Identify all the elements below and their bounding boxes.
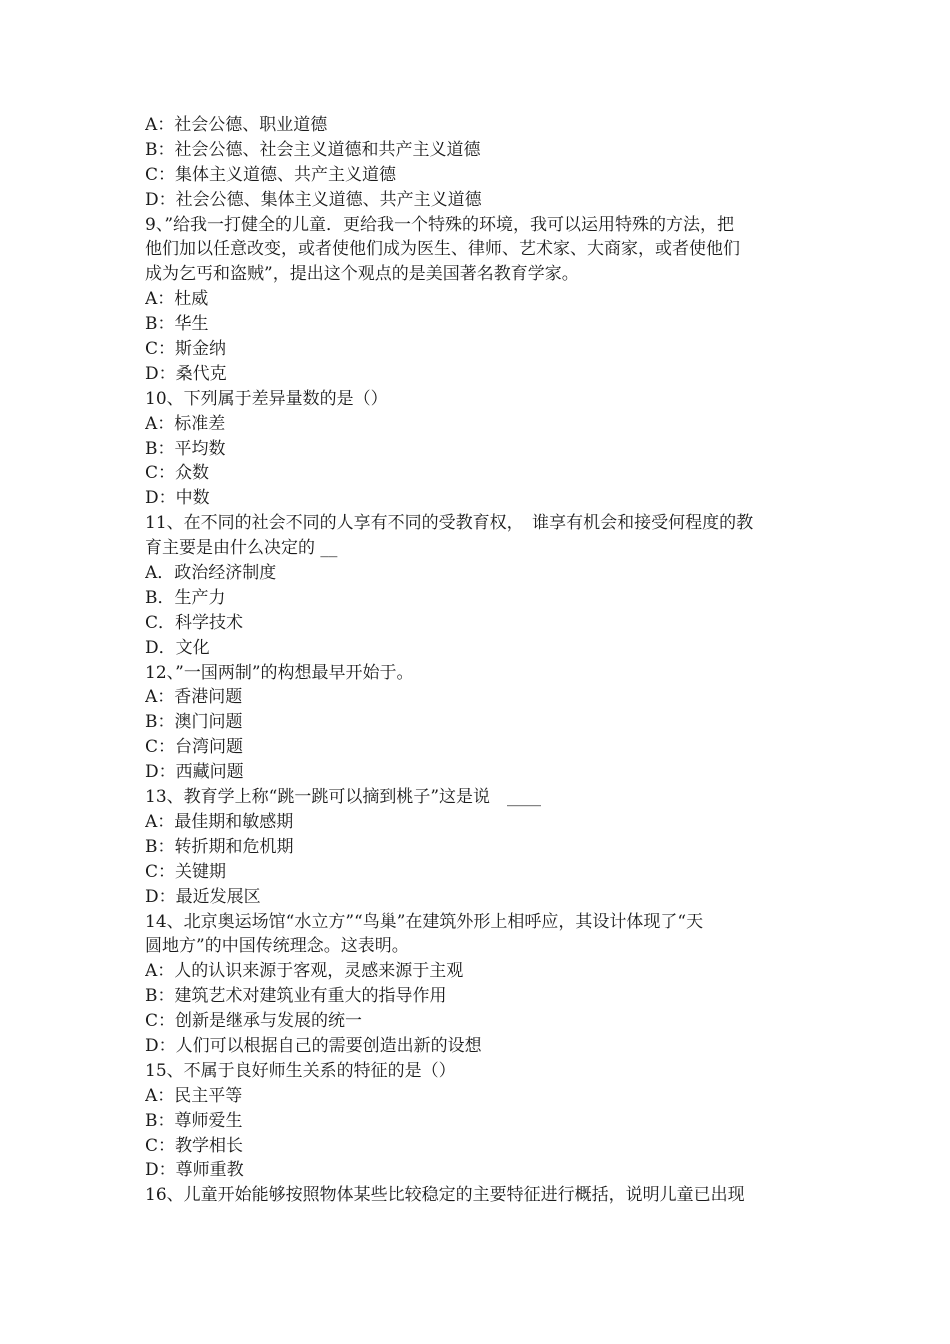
text-line: D：西藏问题: [145, 762, 244, 783]
text-line: 14、北京奥运场馆“水立方”“鸟巢”在建筑外形上相呼应，其设计体现了“天: [145, 911, 704, 932]
text-line: D：社会公德、集体主义道德、共产主义道德: [145, 189, 482, 210]
text-line: C．科学技术: [145, 612, 244, 633]
text-line: 12、”一国两制”的构想最早开始于。: [145, 662, 414, 683]
text-line: 11、在不同的社会不同的人享有不同的受教育权， 谁享有机会和接受何程度的教: [145, 513, 754, 534]
text-line: A：香港问题: [145, 687, 243, 708]
text-line: A．政治经济制度: [145, 563, 277, 584]
text-line: B：尊师爱生: [145, 1110, 243, 1131]
text-line: 10、下列属于差异量数的是（）: [145, 388, 388, 409]
text-line: B：社会公德、社会主义道德和共产主义道德: [145, 139, 481, 160]
question-text: [145, 113, 810, 1208]
text-line: D：人们可以根据自己的需要创造出新的设想: [145, 1035, 482, 1056]
text-line: A：杜威: [145, 289, 209, 310]
text-line: D：最近发展区: [145, 886, 261, 907]
text-line: C：关键期: [145, 861, 227, 882]
text-line: 成为乞丐和盗贼”，提出这个观点的是美国著名教育学家。: [145, 264, 579, 285]
text-line: A：人的认识来源于客观，灵感来源于主观: [145, 961, 464, 982]
text-line: 13、教育学上称“跳一跳可以摘到桃子”这是说 ____: [145, 787, 542, 808]
text-line: 育主要是由什么决定的 __: [145, 538, 338, 559]
text-line: 圆地方”的中国传统理念。这表明。: [145, 936, 409, 957]
text-line: B：华生: [145, 314, 209, 335]
text-line: D：桑代克: [145, 363, 227, 384]
text-line: 他们加以任意改变，或者使他们成为医生、律师、艺术家、大商家，或者使他们: [145, 239, 740, 260]
text-line: A：标准差: [145, 413, 226, 434]
text-line: B：建筑艺术对建筑业有重大的指导作用: [145, 986, 447, 1007]
text-line: B：平均数: [145, 438, 226, 459]
text-line: B．生产力: [145, 587, 226, 608]
text-line: C：众数: [145, 463, 210, 484]
text-line: 15、不属于良好师生关系的特征的是（）: [145, 1060, 456, 1081]
text-line: D：中数: [145, 488, 210, 509]
text-line: C：集体主义道德、共产主义道德: [145, 164, 397, 185]
text-line: A：社会公德、职业道德: [145, 115, 328, 135]
text-line: C：教学相长: [145, 1135, 244, 1156]
text-line: A：民主平等: [145, 1085, 243, 1106]
text-line: C：创新是继承与发展的统一: [145, 1011, 363, 1032]
text-line: D：尊师重教: [145, 1160, 244, 1181]
text-line: B：澳门问题: [145, 712, 243, 733]
text-line: C：台湾问题: [145, 737, 244, 758]
text-line: D．文化: [145, 637, 210, 658]
text-line: 16、儿童开始能够按照物体某些比较稳定的主要特征进行概括，说明儿童已出现: [145, 1185, 745, 1206]
text-line: B：转折期和危机期: [145, 836, 294, 857]
text-line: A：最佳期和敏感期: [145, 811, 294, 832]
text-line: C：斯金纳: [145, 339, 227, 360]
text-line: 9、”给我一打健全的儿童．更给我一个特殊的环境，我可以运用特殊的方法，把: [145, 214, 735, 235]
